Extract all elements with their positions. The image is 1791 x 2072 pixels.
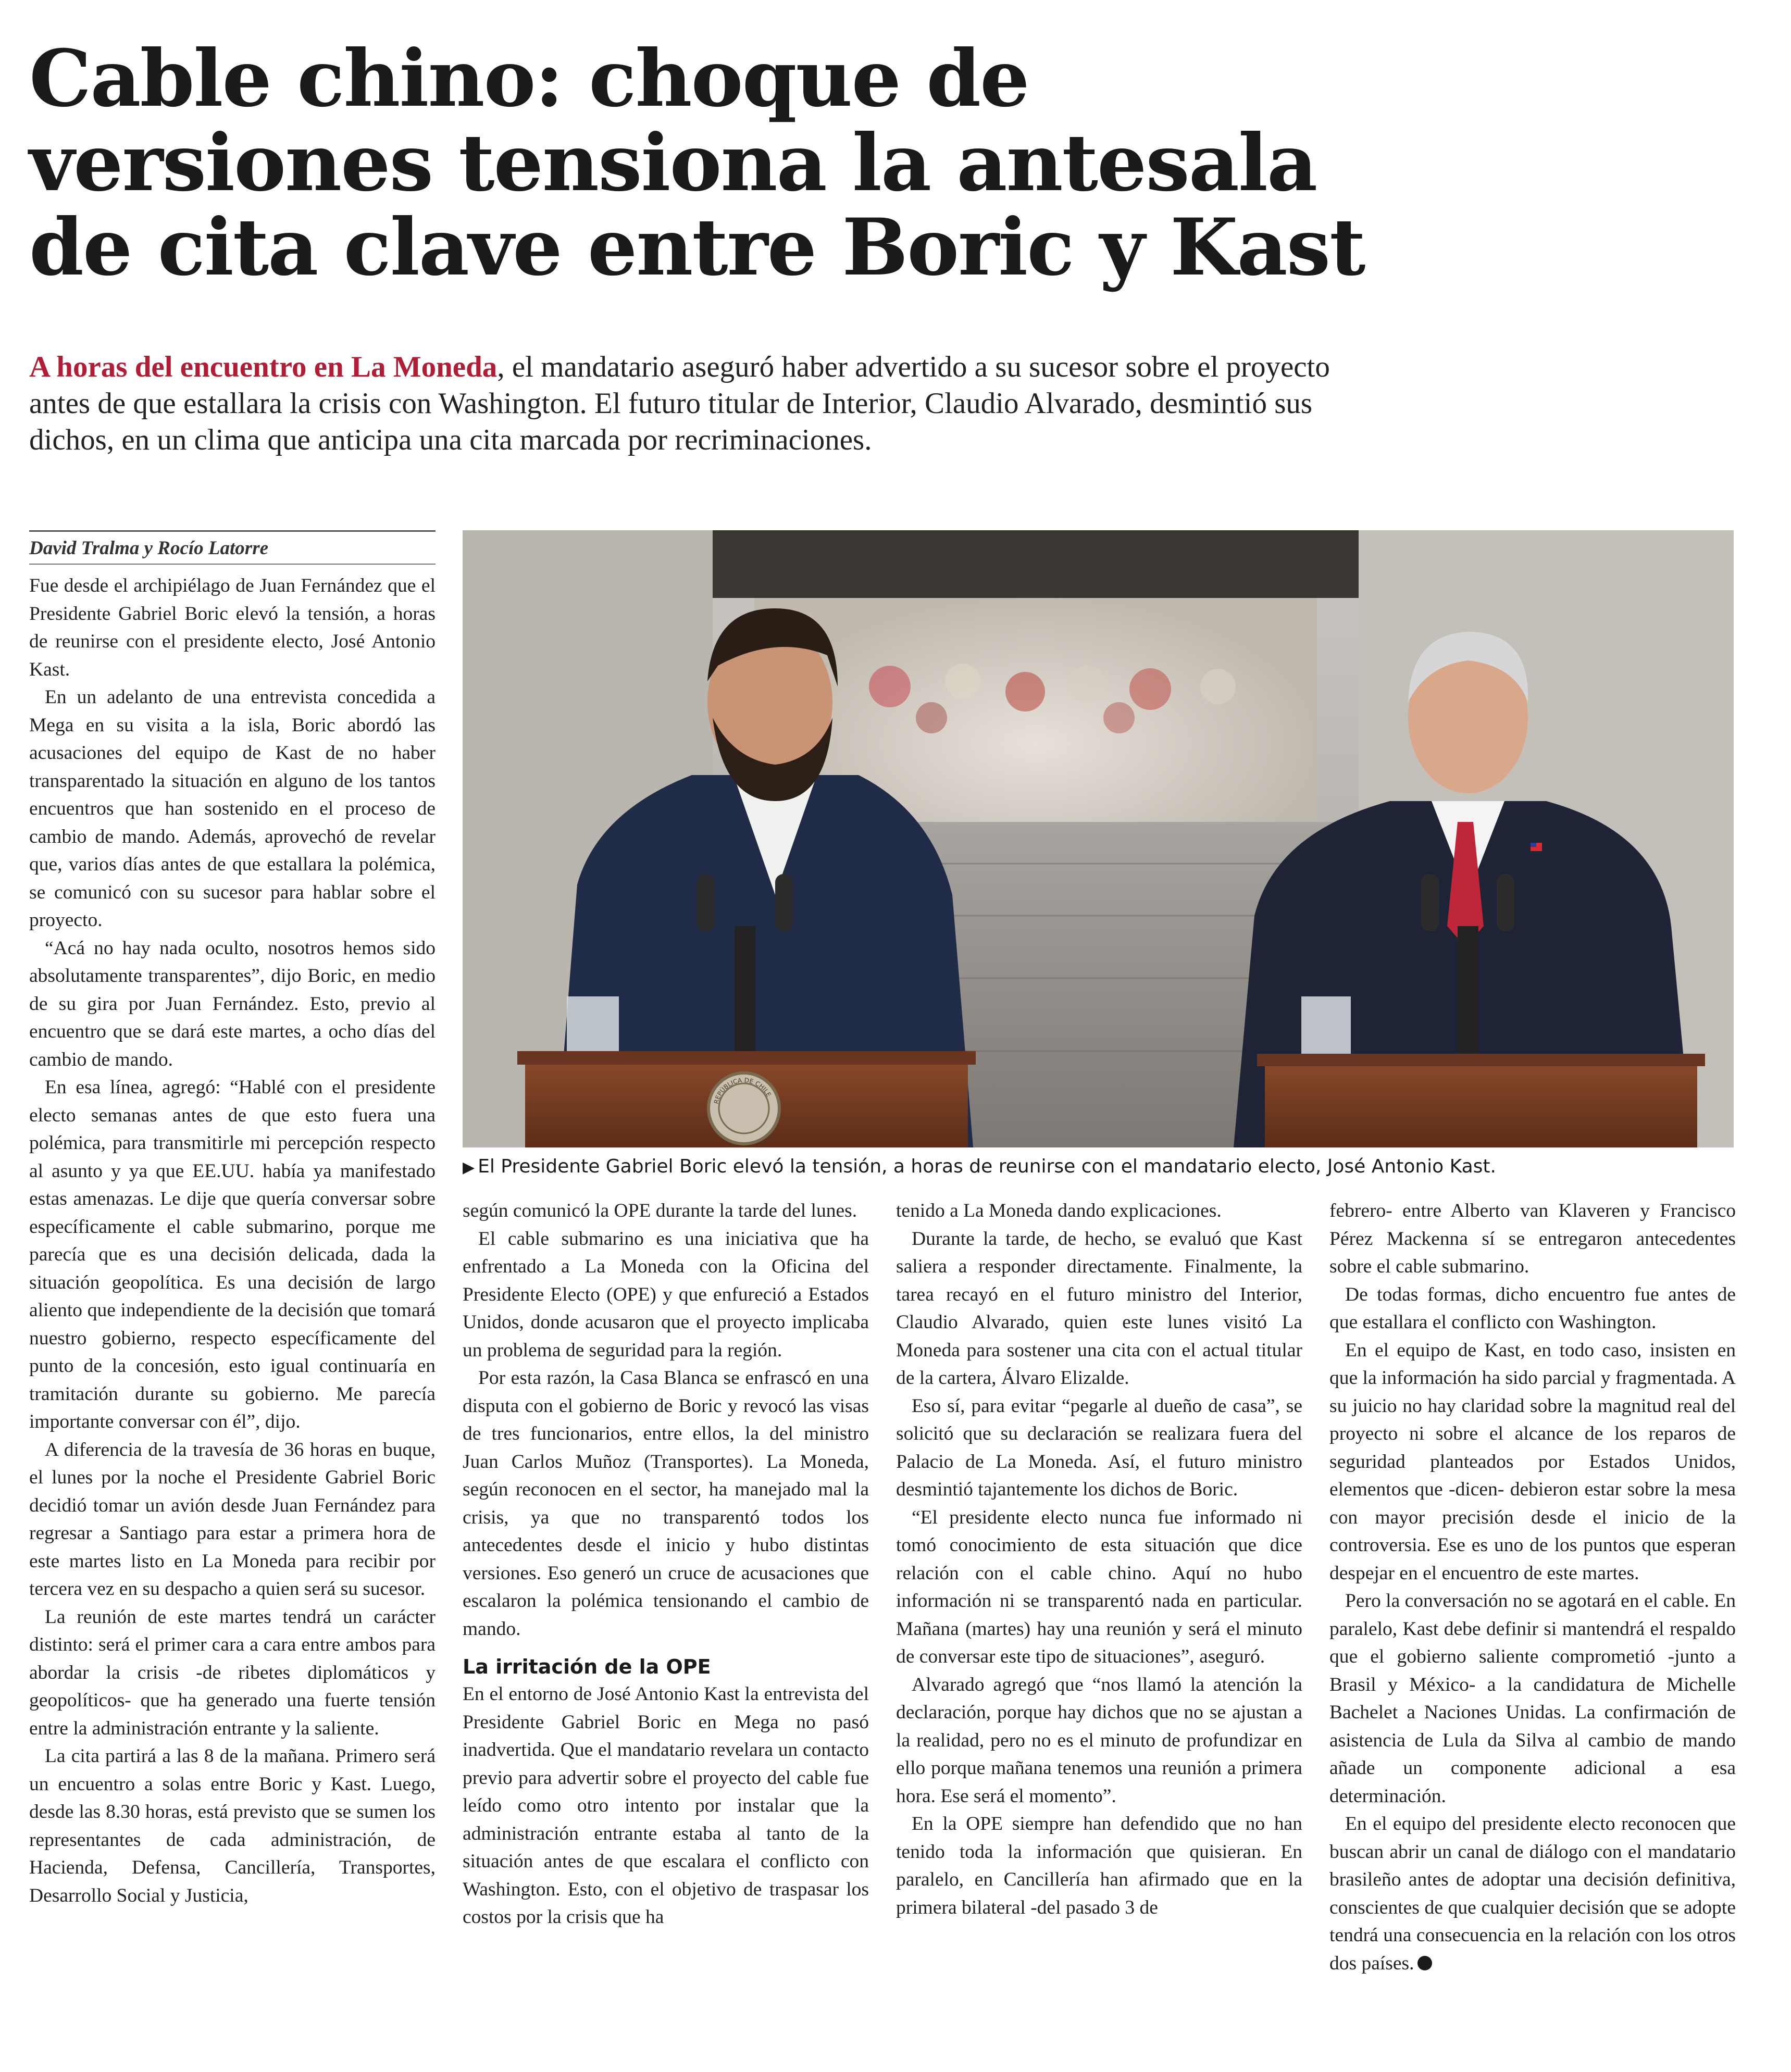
byline-divider: [29, 564, 436, 565]
body-paragraph-text: En el equipo del presidente electo reconocen que buscan abrir un canal de diálogo con el mandatario brasileño antes de adoptar una decisión definitiva, conscientes de que cualquier decisión que se adopte tendrá una consecuencia en la relación con los otros dos países.: [1329, 1813, 1736, 1974]
column-1: [29, 572, 436, 1909]
photo-caption: [463, 1154, 1734, 1180]
podium-seal-text: REPÚBLICA DE CHILE: [712, 1076, 773, 1105]
body-paragraph: A diferencia de la travesía de 36 horas en buque, el lunes por la noche el Presidente Gabriel Boric decidió tomar un avión desde Juan Fernández para regresar a Santiago para estar a primera hora de este martes listo en La Moneda para recibir por tercera vez en su despacho a quien será su sucesor.: [29, 1439, 436, 1600]
headline-line: versiones tensiona la antesala: [29, 117, 1317, 209]
body-paragraph: De todas formas, dicho encuentro fue antes de que estallara el conflicto con Washington.: [1329, 1283, 1736, 1333]
body-paragraph: El cable submarino es una iniciativa que ha enfrentado a La Moneda con la Oficina del Presidente Electo (OPE) y que enfureció a Estados Unidos, donde acusaron que el proyecto implicaba un problema de seguridad para la región.: [463, 1228, 869, 1361]
column-4: [1329, 1197, 1736, 1977]
lead-text: , el mandatario aseguró haber advertido a su sucesor sobre el proyecto antes de que estallara la crisis con Washington. El futuro titular de Interior, Claudio Alvarado, desmintió sus dichos, en un clima que anticipa una cita marcada por recriminaciones.: [29, 351, 1330, 456]
column-3: [896, 1197, 1302, 1921]
body-paragraph: La cita partirá a las 8 de la mañana. Primero será un encuentro a solas entre Boric y Kast. Luego, desde las 8.30 horas, está previsto que se sumen los representantes de cada administración, de Hacienda, Defensa, Cancillería, Transportes, Desarrollo Social y Justicia,: [29, 1745, 436, 1906]
caption-text: El Presidente Gabriel Boric elevó la tensión, a horas de reunirse con el mandatario electo, José Antonio Kast.: [478, 1156, 1496, 1177]
article-photo: [463, 530, 1734, 1147]
body-paragraph: “El presidente electo nunca fue informado ni tomó conocimiento de esta situación que dice relación con el cable chino. Aquí no hubo información ni se transparentó nada en particular. Mañana (martes) hay una reunión y será el minuto de conversar este tipo de situaciones”, aseguró.: [896, 1506, 1302, 1667]
body-paragraph: [1329, 1810, 1736, 1977]
lead-highlight: A horas del encuentro en La Moneda: [29, 351, 498, 383]
body-paragraph: Por esta razón, la Casa Blanca se enfrascó en una disputa con el gobierno de Boric y revocó las visas de tres funcionarios, entre ellos, la del ministro Juan Carlos Muñoz (Transportes). La Moneda, según reconocen en el sector, ha manejado mal la crisis, ya que no transparentó todos los antecedentes desde el inicio y hubo distintas versiones. Eso generó un cruce de acusaciones que escalaron la polémica tensionando el cambio de mando.: [463, 1367, 869, 1640]
body-paragraph: Durante la tarde, de hecho, se evaluó que Kast saliera a responder directamente. Finalmente, la tarea recayó en el futuro ministro del Interior, Claudio Alvarado, quien este lunes visitó La Moneda para sostener una cita con el actual titular de la cartera, Álvaro Elizalde.: [896, 1228, 1302, 1389]
body-paragraph: Pero la conversación no se agotará en el cable. En paralelo, Kast debe definir si mantendrá el respaldo que el gobierno saliente comprometió -junto a Brasil y México- a la candidatura de Michelle Bachelet a Naciones Unidas. La confirmación de asistencia de Lula da Silva al cambio de mando añade un componente adicional a esa determinación.: [1329, 1590, 1736, 1807]
body-paragraph: En un adelanto de una entrevista concedida a Mega en su visita a la isla, Boric abordó las acusaciones del equipo de Kast de no haber transparentado la situación en alguno de los tantos encuentros que han sostenido en el proceso de cambio de mando. Además, aprovechó de revelar que, varios días antes de que estallara la polémica, se comunicó con su sucesor para hablar sobre el proyecto.: [29, 686, 436, 931]
body-paragraph: En el equipo de Kast, en todo caso, insisten en que la información ha sido parcial y fragmentada. A su juicio no hay claridad sobre la magnitud real del proyecto ni sobre el alcance de los reparos de seguridad planteados por Estados Unidos, elementos que -dicen- debieron estar sobre la mesa con mayor precisión desde el inicio de la controversia. Ese es uno de los puntos que esperan despejar en el encuentro de este martes.: [1329, 1339, 1736, 1584]
body-paragraph: febrero- entre Alberto van Klaveren y Francisco Pérez Mackenna sí se entregaron antecedentes sobre el cable submarino.: [1329, 1200, 1736, 1277]
body-paragraph: Eso sí, para evitar “pegarle al dueño de casa”, se solicitó que su declaración se realizara fuera del Palacio de La Moneda. Así, el futuro ministro desmintió tajantemente los dichos de Boric.: [896, 1395, 1302, 1500]
body-paragraph: según comunicó la OPE durante la tarde del lunes.: [463, 1200, 857, 1221]
headline-line: Cable chino: choque de: [29, 33, 1029, 124]
caption-arrow-icon: ▶: [463, 1158, 475, 1177]
lead-paragraph: [29, 349, 1363, 458]
body-paragraph: La reunión de este martes tendrá un carácter distinto: será el primer cara a cara entre ambos para abordar la crisis -de ribetes diplomáticos y geopolíticos- que ha generado una fuerte tensión entre la administración entrante y la saliente.: [29, 1606, 436, 1739]
headline-line: de cita clave entre Boric y Kast: [29, 202, 1365, 293]
column-2: [463, 1197, 869, 1931]
body-paragraph: En el entorno de José Antonio Kast la entrevista del Presidente Gabriel Boric en Mega no pasó inadvertida. Que el mandatario revelara un contacto previo para advertir sobre el proyecto del cable fue leído como otro intento por instalar que la administración entrante estaba al tanto de la situación antes de que escalara el conflicto con Washington. Esto, con el objetivo de traspasar los costos por la crisis que ha: [463, 1683, 869, 1928]
end-of-article-dot-icon: [1417, 1956, 1432, 1970]
body-paragraph: Alvarado agregó que “nos llamó la atención la declaración, porque hay dichos que no se ajustan a la realidad, pero no es el minuto de profundizar en ello porque mañana tenemos una reunión a primera hora. Ese será el momento”.: [896, 1674, 1302, 1807]
section-subhead: La irritación de la OPE: [463, 1655, 711, 1678]
headline: [29, 33, 1748, 293]
body-paragraph: Fue desde el archipiélago de Juan Fernández que el Presidente Gabriel Boric elevó la tensión, a horas de reunirse con el presidente electo, José Antonio Kast.: [29, 575, 436, 680]
body-paragraph: En la OPE siempre han defendido que no han tenido toda la información que quisieran. En paralelo, en Cancillería han afirmado que en la primera bilateral -del pasado 3 de: [896, 1813, 1302, 1918]
byline: David Tralma y Rocío Latorre: [29, 530, 436, 559]
body-paragraph: “Acá no hay nada oculto, nosotros hemos sido absolutamente transparentes”, dijo Boric, en medio de su gira por Juan Fernández. Esto, previo al encuentro que se dará este martes, a ocho días del cambio de mando.: [29, 937, 436, 1070]
body-paragraph: tenido a La Moneda dando explicaciones.: [896, 1200, 1222, 1221]
body-paragraph: En esa línea, agregó: “Hablé con el presidente electo semanas antes de que esto fuera una polémica, para transmitirle mi percepción respecto al asunto y ya que EE.UU. había ya manifestado estas amenazas. Le dije que quería conversar sobre específicamente el cable submarino, porque me parecía que es una decisión delicada, dada la situación geopolítica. Es una decisión de largo aliento que independiente de la decisión que tomará nuestro gobierno, respecto específicamente del punto de la concesión, esto igual continuaría en tramitación durante su gobierno. Me parecía importante conversar con él”, dijo.: [29, 1077, 436, 1432]
